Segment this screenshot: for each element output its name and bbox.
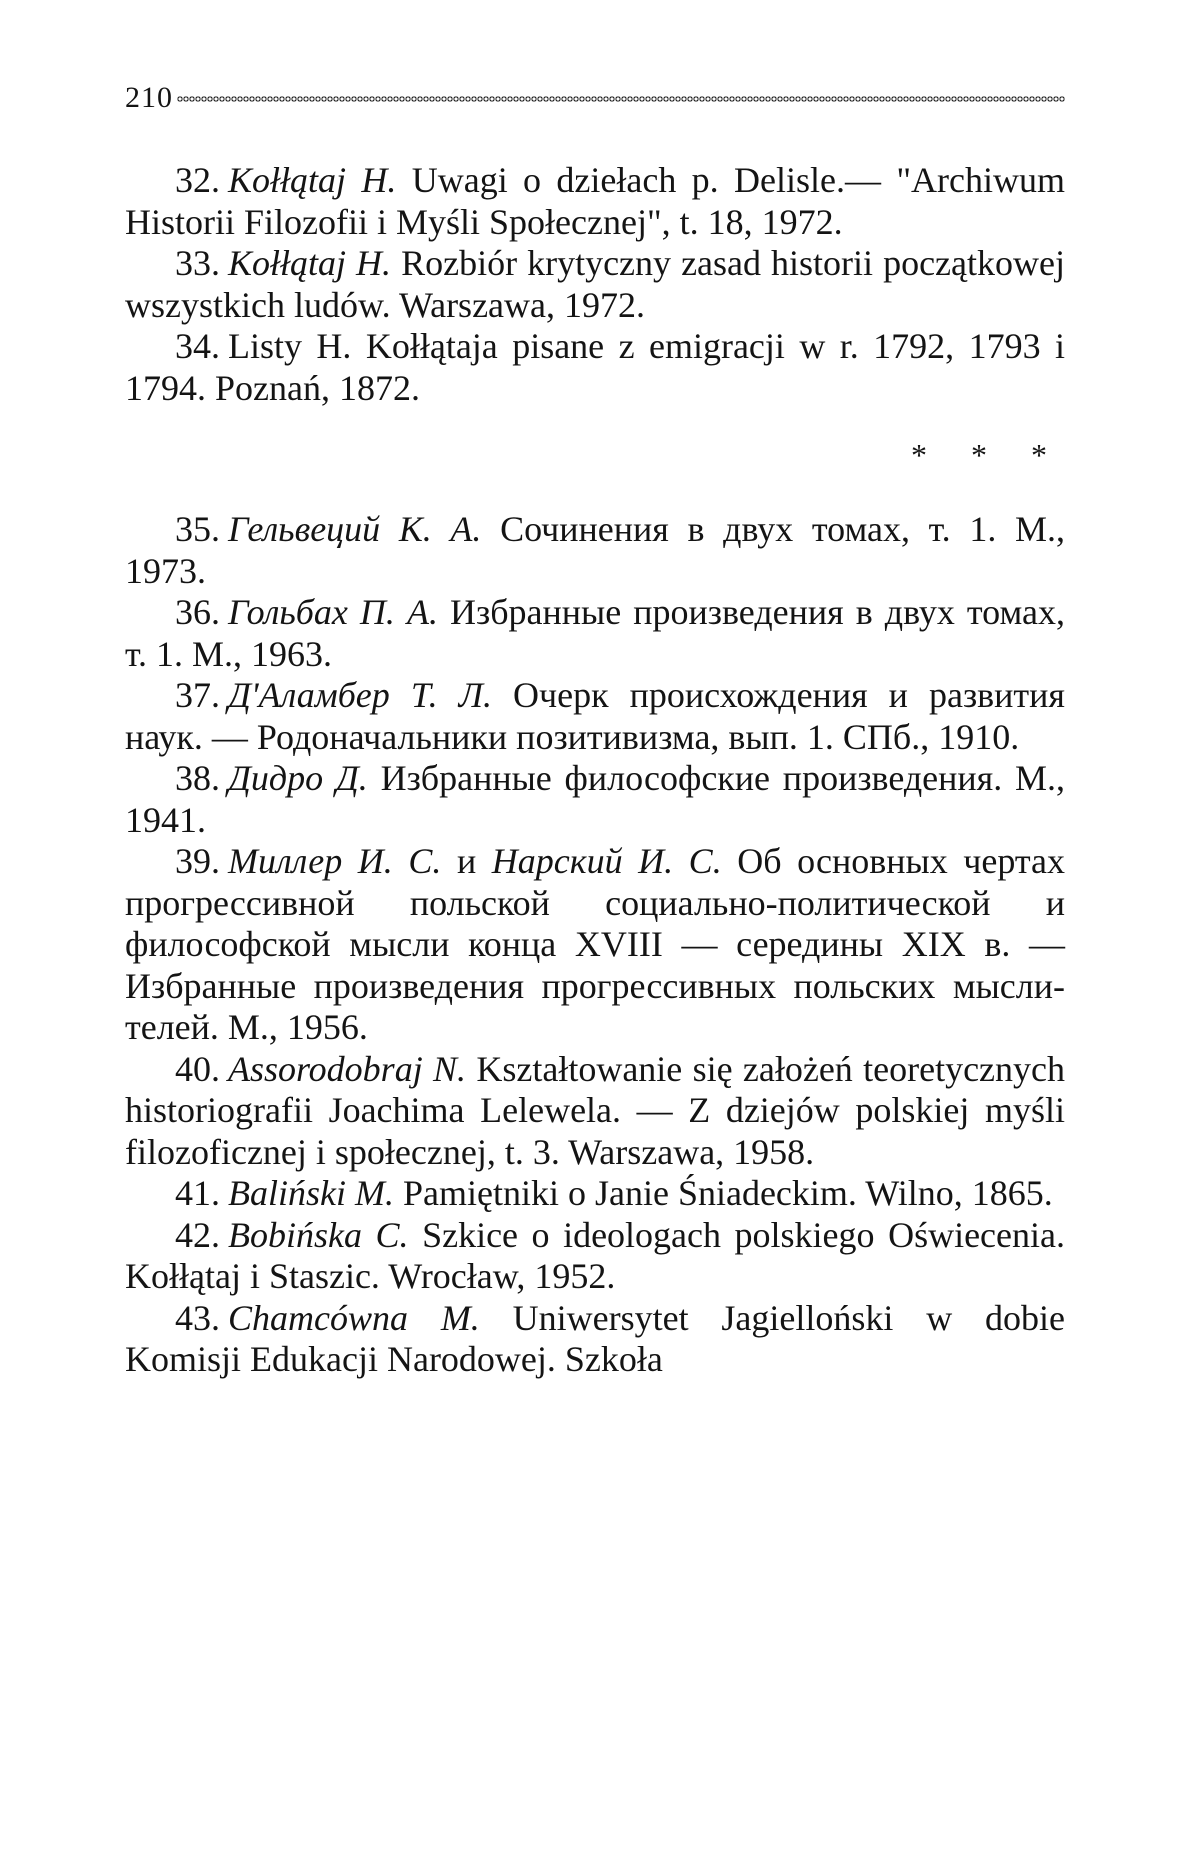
bibliography-entry: 32. Kołłątaj H. Uwagi o dziełach p. Delisle.— "Archiwum Historii Filozofii i Myśli Społecznej", t. 18, 1972. [125,160,1066,242]
bibliography-entry: 35. Гельвеций К. А. Сочинения в двух томах, т. 1. М., 1973. [125,509,1065,591]
bibliography-entry: 37. Д'Аламбер Т. Л. Очерк происхождения и развития наук. — Родоначальники позитивизма, вып. 1. СПб., 1910. [125,675,1065,757]
bibliography-entry: 41. Baliński M. Pamiętniki o Janie Śniadeckim. Wilno, 1865. [175,1173,1053,1213]
bibliography-entry: 43. Chamcówna M. Uniwersytet Jagielloński w dobie Komisji Edukacji Narodowej. Szkoła [125,1297,1066,1379]
bibliography-entry: 38. Дидро Д. Избранные философские произведения. М., 1941. [125,758,1066,840]
bibliography-entry: 42. Bobińska C. Szkice o ideologach polskiego Oświecenia. Kołłątaj i Staszic. Wrocław, 1952. [125,1214,1065,1296]
bibliography-entry: 36. Гольбах П. А. Избранные произведения в двух томах, т. 1. М., 1963. [125,592,1066,674]
bibliography-entry: 33. Kołłątaj H. Rozbiór krytyczny zasad historii początkowej wszystkich ludów. Warszawa, 1972. [125,243,1065,325]
decorative-ornament-rule [177,95,1065,103]
page-header [125,78,1065,118]
bibliography-entry: 39. Миллер И. С. и Нарский И. С. Об основных чертах прогрессивной польской социально-политической и философской мысли конца XVIII — середины XIX в. — Избранные произведения прогрессивных польских мыслителей. М., 1956. [125,841,1066,1047]
bibliography-list [125,160,1065,1381]
bibliography-entry: 34. Listy H. Kołłątaja pisane z emigracji w r. 1792, 1793 i 1794. Poznań, 1872. [125,326,1065,408]
page-number: 210 [125,81,173,114]
section-separator: * * * [911,437,1065,473]
bibliography-entry: 40. Assorodobraj N. Kształtowanie się założeń teoretycznych historiografii Joachima Lelewela. — Z dziejów polskiej myśli filozoficznej i społecznej, t. 3. Warszawa, 1958. [125,1048,1065,1172]
